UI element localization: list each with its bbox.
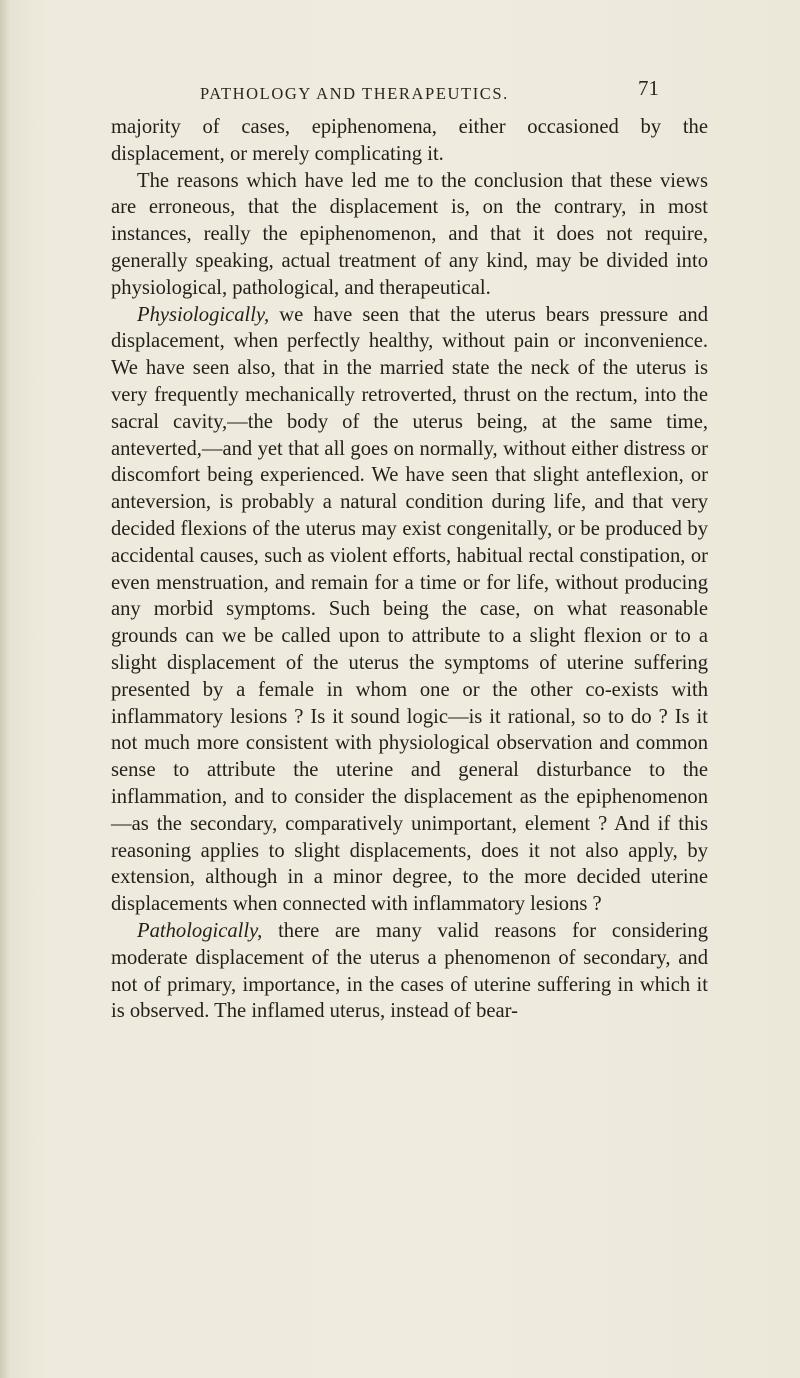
running-head xyxy=(0,76,800,112)
page-gutter-shadow xyxy=(0,0,10,1378)
paragraph-3 xyxy=(111,302,708,918)
paragraph-2 xyxy=(111,168,708,302)
running-title: PATHOLOGY AND THERAPEUTICS. xyxy=(200,84,509,103)
paragraph-1 xyxy=(111,114,708,168)
page-number: 71 xyxy=(638,76,659,100)
paragraph-3-lead: Physiologically, xyxy=(137,303,270,326)
paragraph-1-text: majority of cases, epiphenomena, either occasioned by the displacement, or merely complicating it. xyxy=(111,116,708,165)
body-text xyxy=(111,114,708,1025)
paragraph-4-text: there are many valid reasons for considering moderate displacement of the uterus a phenomenon of secondary, and not of primary, importance, in the cases of uterine suffering in which it is observed. The inflamed uterus, instead of bear- xyxy=(111,919,708,1023)
paragraph-4-lead: Pathologically, xyxy=(137,919,263,942)
paragraph-4 xyxy=(111,918,708,1025)
paragraph-3-text: we have seen that the uterus bears pressure and displacement, when perfectly healthy, without pain or inconvenience. We have seen also, that in the married state the neck of the uterus is very frequently mechanically retroverted, thrust on the rectum, into the sacral cavity,—the body of the uterus being, at the same time, anteverted,—and yet that all goes on normally, without either distress or discomfort being experienced. We have seen that slight anteflexion, or anteversion, is probably a natural condition during life, and that very decided flexions of the uterus may exist congenitally, or be produced by accidental causes, such as violent efforts, habitual rectal constipation, or even menstruation, and remain for a time or for life, without producing any morbid symptoms. Such being the case, on what reasonable grounds can we be called upon to attribute to a slight flexion or to a slight displacement of the uterus the symptoms of uterine suffering presented by a female in whom one or the other co-exists with inflammatory lesions ? Is it sound logic—is it rational, so to do ? Is it not much more consistent with physiological observation and common sense to attribute the uterine and general disturbance to the inflammation, and to consider the displacement as the epiphenomenon—as the secondary, comparatively unimportant, element ? And if this reasoning applies to slight displacements, does it not also apply, by extension, although in a minor degree, to the more decided uterine displacements when connected with inflammatory lesions ? xyxy=(111,303,708,916)
paragraph-2-text: The reasons which have led me to the conclusion that these views are erroneous, that the displacement is, on the contrary, in most instances, really the epiphenomenon, and that it does not require, generally speaking, actual treatment of any kind, may be divided into physiological, pathological, and therapeutical. xyxy=(111,169,708,299)
